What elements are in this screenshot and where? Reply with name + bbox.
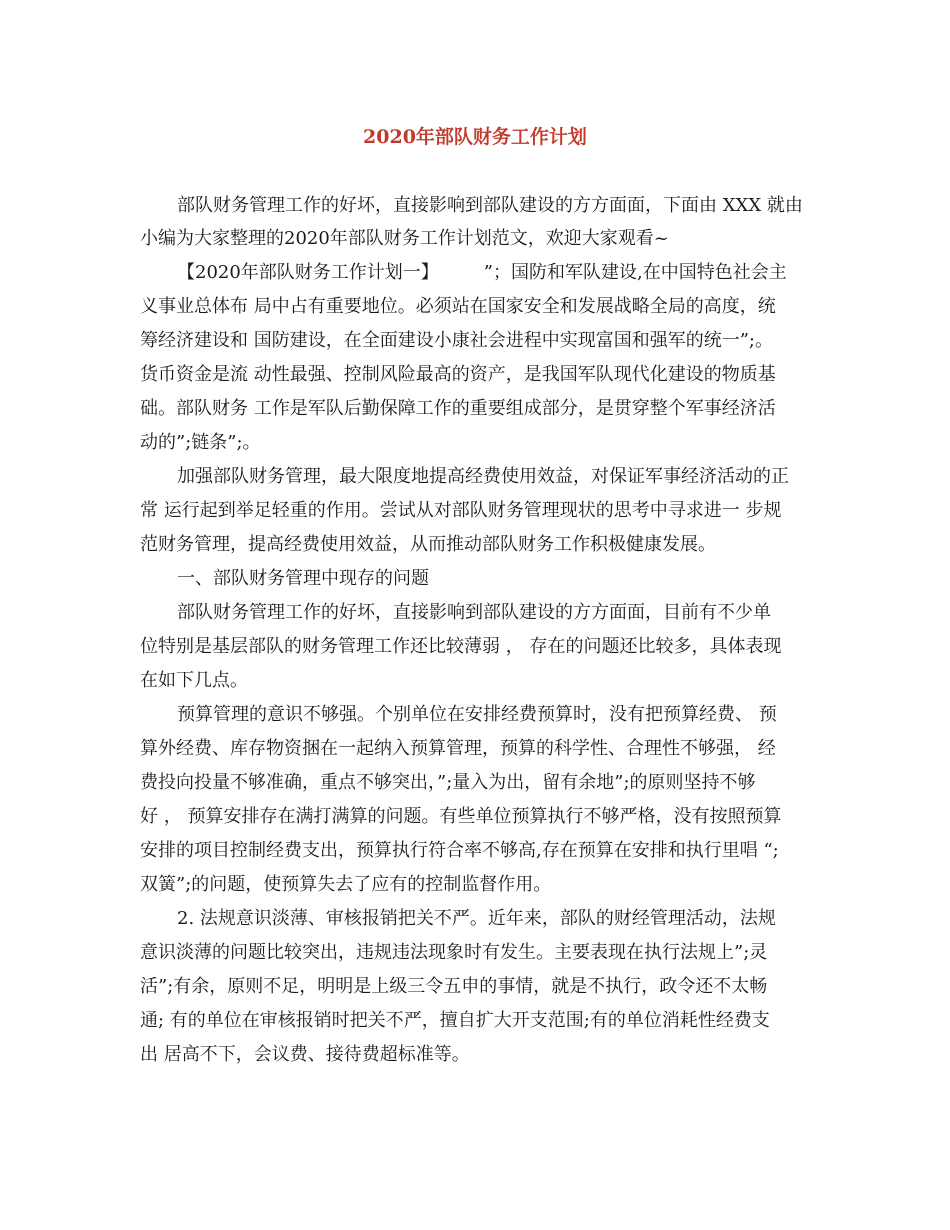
paragraph-line: 【2020年部队财务工作计划一】 ”；国防和军队建设,在中国特色社会主: [177, 262, 787, 283]
paragraph-line: 位特别是基层部队的财务管理工作还比较薄弱 ， 存在的问题还比较多，具体表现: [140, 636, 782, 657]
paragraph-line: 算外经费、库存物资捆在一起纳入预算管理，预算的科学性、合理性不够强， 经: [140, 738, 776, 759]
paragraph-line: 2. 法规意识淡薄、审核报销把关不严。近年来，部队的财经管理活动，法规: [177, 908, 776, 929]
paragraph-line: 小编为大家整理的2020年部队财务工作计划范文，欢迎大家观看~: [140, 228, 669, 249]
paragraph-line: 好 ， 预算安排存在满打满算的问题。有些单位预算执行不够严格，没有按照预算: [140, 806, 782, 827]
paragraph-line: 货币资金是流 动性最强、控制风险最高的资产，是我国军队现代化建设的物质基: [140, 364, 776, 385]
paragraph-line: 费投向投量不够准确，重点不够突出，”;量入为出，留有余地”;的原则坚持不够: [140, 772, 756, 793]
paragraph-line: 动的”;链条”;。: [140, 432, 261, 453]
paragraph-line: 筹经济建设和 国防建设，在全面建设小康社会进程中实现富国和强军的统一”;。: [140, 330, 773, 351]
paragraph-line: 在如下几点。: [140, 670, 248, 691]
paragraph-line: 加强部队财务管理，最大限度地提高经费使用效益，对保证军事经济活动的正: [177, 466, 789, 487]
paragraph-line: 双簧”;的问题，使预算失去了应有的控制监督作用。: [140, 874, 552, 895]
paragraph-line: 义事业总体布 局中占有重要地位。必须站在国家安全和发展战略全局的高度，统: [140, 296, 776, 317]
paragraph-line: 活”;有余，原则不足，明明是上级三令五申的事情，就是不执行，政令还不太畅: [140, 976, 768, 997]
paragraph-line: 范财务管理，提高经费使用效益，从而推动部队财务工作积极健康发展。: [140, 534, 716, 555]
paragraph-line: 部队财务管理工作的好坏，直接影响到部队建设的方方面面，目前有不少单: [177, 602, 771, 623]
paragraph-line: 础。部队财务 工作是军队后勤保障工作的重要组成部分，是贯穿整个军事经济活: [140, 398, 776, 419]
section-heading: 一、部队财务管理中现存的问题: [177, 568, 429, 589]
paragraph-line: 预算管理的意识不够强。个别单位在安排经费预算时，没有把预算经费、 预: [177, 704, 777, 725]
paragraph-line: 部队财务管理工作的好坏，直接影响到部队建设的方方面面，下面由 XXX 就由: [177, 195, 803, 216]
document-title: 2020年部队财务工作计划: [363, 126, 587, 148]
paragraph-line: 常 运行起到举足轻重的作用。尝试从对部队财务管理现状的思考中寻求进一 步规: [140, 500, 782, 521]
paragraph-line: 安排的项目控制经费支出，预算执行符合率不够高,存在预算在安排和执行里唱 “;: [140, 840, 779, 861]
paragraph-line: 出 居高不下，会议费、接待费超标准等。: [140, 1044, 470, 1065]
paragraph-line: 通; 有的单位在审核报销时把关不严，擅自扩大开支范围;有的单位消耗性经费支: [140, 1010, 770, 1031]
paragraph-line: 意识淡薄的问题比较突出，违规违法现象时有发生。主要表现在执行法规上”;灵: [140, 942, 768, 963]
